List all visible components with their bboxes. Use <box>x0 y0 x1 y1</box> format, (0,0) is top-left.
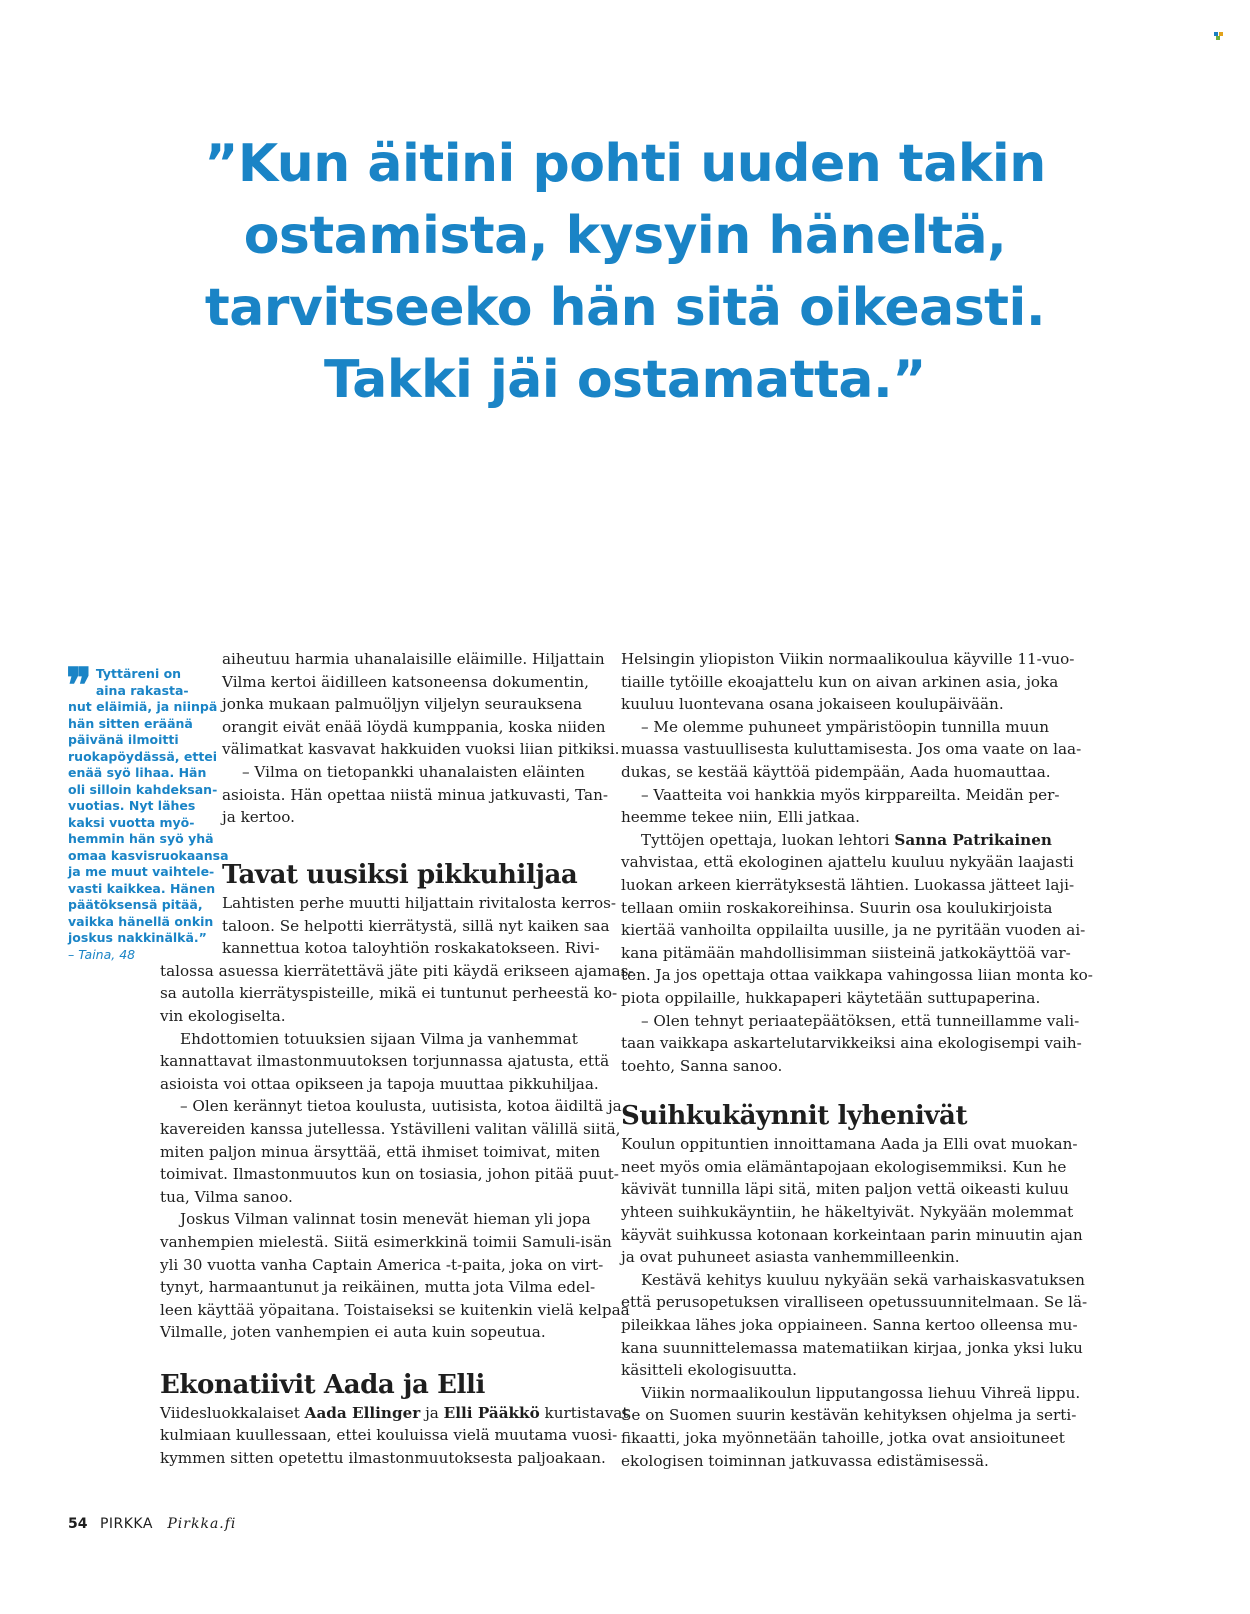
body-line: heemme tekee niin, Elli jatkaa. <box>621 808 860 827</box>
reader-quote-line: hän sitten eräänä <box>68 715 193 731</box>
body-line: Vilma kertoi äidilleen katsoneensa dokumentin, <box>222 672 589 691</box>
body-line: kiertää vanhoilta oppilailta uusille, ja ne pyritään vuoden ai- <box>621 921 1086 940</box>
page-footer <box>68 1516 236 1532</box>
body-line: Kestävä kehitys kuuluu nykyään sekä varhaiskasvatuksen <box>641 1270 1085 1289</box>
body-line: kana suunnittelemassa matematiikan kirjaa, jonka yksi luku <box>621 1338 1083 1357</box>
body-line: kävivät tunnilla läpi sitä, miten paljon vettä oikeasti kuluu <box>621 1180 1069 1199</box>
body-line: ekologisen toiminnan jatkuvassa edistämisessä. <box>621 1451 989 1470</box>
body-line <box>160 1402 634 1425</box>
reader-quote-line: vaikka hänellä onkin <box>68 913 214 929</box>
body-line: käsitteli ekologisuutta. <box>621 1361 798 1380</box>
body-line: välimatkat kasvavat hakkuiden vuoksi liian pitkiksi. <box>222 740 620 759</box>
quote-mark-icon: ❞ <box>66 658 92 714</box>
reader-quote-line: päivänä ilmoitti <box>68 732 179 747</box>
pull-quote-line: ostamista, kysyin häneltä, <box>243 206 1007 266</box>
website-link[interactable]: Pirkka.fi <box>167 1516 237 1532</box>
body-line: jonka mukaan palmuöljyn viljelyn seurauksena <box>222 695 583 714</box>
body-line: että perusopetuksen viralliseen opetussuunnitelmaan. Se lä- <box>621 1293 1088 1312</box>
body-line: tellaan omiin roskakoreihinsa. Suurin osa koulukirjoista <box>621 898 1053 917</box>
magazine-name: PIRKKA <box>99 1516 153 1532</box>
body-line: sa autolla kierrätyspisteille, mikä ei tuntunut perheestä ko- <box>160 984 618 1003</box>
body-line: orangit eivät enää löydä kumppania, koska niiden <box>222 717 606 736</box>
body-line: pileikkaa lähes joka oppiaineen. Sanna kertoo olleensa mu- <box>621 1316 1078 1335</box>
page-number: 54 <box>68 1516 88 1532</box>
reader-quote-line: kaksi vuotta myö- <box>68 814 195 830</box>
body-line: – Me olemme puhuneet ympäristöopin tunnilla muun <box>641 717 1050 736</box>
section-heading-ekonatiivit: Ekonatiivit Aada ja Elli <box>160 1369 485 1400</box>
reader-quote-line: nut eläimiä, ja niinpä <box>68 699 218 714</box>
body-line: miten paljon minua ärsyttää, että ihmiset toimivat, miten <box>160 1142 600 1161</box>
body-line: käyvät suihkussa kotonaan korkeintaan parin minuutin ajan <box>621 1225 1083 1244</box>
body-line: kulmiaan kuullessaan, ettei kouluissa vielä muutama vuosi- <box>160 1426 618 1445</box>
body-line: kymmen sitten opetettu ilmastonmuutoksesta paljoakaan. <box>160 1449 606 1468</box>
body-line: toimivat. Ilmastonmuutos kun on tosiasia, johon pitää puut- <box>160 1165 619 1184</box>
pull-quote-line: Takki jäi ostamatta.” <box>324 350 926 410</box>
body-line: Lahtisten perhe muutti hiljattain rivitalosta kerros- <box>222 894 617 912</box>
reader-quote-line: ruokapöydässä, ettei <box>68 748 218 764</box>
pull-quote <box>150 128 1100 416</box>
body-line: yhteen suihkukäyntiin, he häkeltyivät. Nykyään molemmat <box>621 1203 1074 1222</box>
body-line: ten. Ja jos opettaja ottaa vaikkapa vahingossa liian monta ko- <box>621 966 1093 985</box>
text-span: Viidesluokkalaiset <box>160 1403 305 1422</box>
body-line: luokan arkeen kierrätyksestä lähtien. Luokassa jätteet laji- <box>621 875 1075 894</box>
body-line: kana pitämään mahdollisimman siisteinä jatkokäyttöä var- <box>621 943 1071 962</box>
body-line: tua, Vilma sanoo. <box>160 1187 293 1206</box>
text-span: Tyttöjen opettaja, luokan lehtori <box>641 830 895 849</box>
body-line: vahvistaa, että ekologinen ajattelu kuuluu nykyään laajasti <box>621 853 1074 872</box>
body-line: Koulun oppituntien innoittamana Aada ja Elli ovat muokan- <box>621 1135 1078 1154</box>
reader-quote-line: aina rakasta- <box>95 682 189 698</box>
reader-quote-line: oli silloin kahdeksan- <box>68 781 218 797</box>
body-line: asioista. Hän opettaa niistä minua jatkuvasti, Tan- <box>222 785 609 804</box>
pull-quote-line: tarvitseeko hän sitä oikeasti. <box>204 278 1046 338</box>
body-line: Helsingin yliopiston Viikin normaalikoulua käyville 11-vuo- <box>621 650 1075 668</box>
body-line: aiheutuu harmia uhanalaisille eläimille. Hiljattain <box>222 650 605 668</box>
body-line: Vilmalle, joten vanhempien ei auta kuin sopeutua. <box>160 1323 546 1342</box>
body-line: dukas, se kestää käyttöä pidempään, Aada huomauttaa. <box>621 762 1051 781</box>
body-line: ja kertoo. <box>222 808 295 827</box>
body-line: taloon. Se helpotti kierrätystä, sillä nyt kaiken saa <box>222 916 610 935</box>
body-line: neet myös omia elämäntapojaan ekologisemmiksi. Kun he <box>621 1157 1067 1176</box>
body-line: yli 30 vuotta vanha Captain America -t-paita, joka on virt- <box>160 1255 604 1274</box>
reader-quote-line: ja me muut vaihtele- <box>68 864 215 879</box>
reader-quote-line: enää syö lihaa. Hän <box>68 765 207 780</box>
body-line: – Olen tehnyt periaatepäätöksen, että tunneillamme vali- <box>641 1011 1080 1030</box>
body-line: kavereiden kanssa jutellessa. Ystävilleni valitan välillä siitä, <box>160 1119 621 1138</box>
person-name: Elli Pääkkö <box>443 1403 540 1422</box>
reader-quote-line: hemmin hän syö yhä <box>68 831 214 846</box>
reader-quote-line: Tyttäreni on <box>95 666 182 681</box>
person-name: Aada Ellinger <box>304 1403 421 1422</box>
body-line: – Vilma on tietopankki uhanalaisten eläinten <box>242 762 585 781</box>
body-line: tynyt, harmaantunut ja reikäinen, mutta jota Vilma edel- <box>160 1278 596 1297</box>
section-heading-suihku: Suihkukäynnit lyhenivät <box>621 1101 968 1132</box>
color-mark-icon <box>1214 32 1224 40</box>
article-column-1 <box>160 858 634 1470</box>
body-line: Se on Suomen suurin kestävän kehityksen ohjelma ja serti- <box>621 1406 1077 1425</box>
body-line <box>621 829 1093 852</box>
reader-quote-line: omaa kasvisruokaansa <box>68 847 229 863</box>
reader-quote-line: vuotias. Nyt lähes <box>68 798 196 813</box>
body-line: fikaatti, joka myönnetään tahoille, jotka ovat ansioituneet <box>621 1429 1065 1447</box>
text-span: ja <box>420 1403 444 1422</box>
reader-quote-line: joskus nakkinälkä.” <box>68 930 207 945</box>
body-line: muassa vastuullisesta kuluttamisesta. Jos oma vaate on laa- <box>621 740 1082 759</box>
body-line: toehto, Sanna sanoo. <box>621 1056 783 1075</box>
person-name: Sanna Patrikainen <box>894 830 1052 849</box>
pull-quote-line: ”Kun äitini pohti uuden takin <box>204 134 1046 194</box>
body-line: Ehdottomien totuuksien sijaan Vilma ja vanhemmat <box>180 1029 578 1048</box>
body-line: taan vaikkapa askartelutarvikkeiksi aina ekologisempi vaih- <box>621 1034 1082 1053</box>
body-line: vin ekologiselta. <box>160 1006 286 1025</box>
body-line: kannettua kotoa taloyhtiön roskakatokseen. Rivi- <box>222 939 600 958</box>
body-line: kuuluu luontevana osana jokaiseen koulupäivään. <box>621 695 1004 714</box>
body-line: Joskus Vilman valinnat tosin menevät hieman yli jopa <box>180 1210 591 1229</box>
reader-quote-signature: – Taina, 48 <box>68 946 136 962</box>
body-line: vanhempien mielestä. Siitä esimerkkinä toimii Samuli-isän <box>160 1232 612 1251</box>
reader-quote-line: päätöksensä pitää, <box>68 897 203 912</box>
body-line: tiaille tytöille ekoajattelu kun on aivan arkinen asia, joka <box>621 672 1059 691</box>
body-line: asioista voi ottaa opikseen ja tapoja muuttaa pikkuhiljaa. <box>160 1074 599 1093</box>
section-heading-tavat: Tavat uusiksi pikkuhiljaa <box>222 860 578 890</box>
article-column-1-top <box>222 648 619 829</box>
article-column-2 <box>621 648 1093 1472</box>
text-span: kurtistavat <box>539 1403 629 1422</box>
body-line: piota oppilaille, hukkapaperi käytetään suttupaperina. <box>621 988 1041 1007</box>
body-line: Viikin normaalikoulun lipputangossa liehuu Vihreä lippu. <box>641 1383 1081 1402</box>
body-line: – Vaatteita voi hankkia myös kirppareilta. Meidän per- <box>641 785 1060 804</box>
body-line: leen käyttää yöpaitana. Toistaiseksi se kuitenkin vielä kelpaa <box>160 1300 630 1319</box>
body-line: talossa asuessa kierrätettävä jäte piti käydä erikseen ajamas- <box>160 961 634 980</box>
body-line: ja ovat puhuneet asiasta vanhemmilleenkin. <box>621 1248 960 1267</box>
body-line: kannattavat ilmastonmuutoksen torjunnassa ajatusta, että <box>160 1052 610 1071</box>
body-line: – Olen kerännyt tietoa koulusta, uutisista, kotoa äidiltä ja <box>180 1097 622 1116</box>
reader-quote-line: vasti kaikkea. Hänen <box>68 880 216 896</box>
